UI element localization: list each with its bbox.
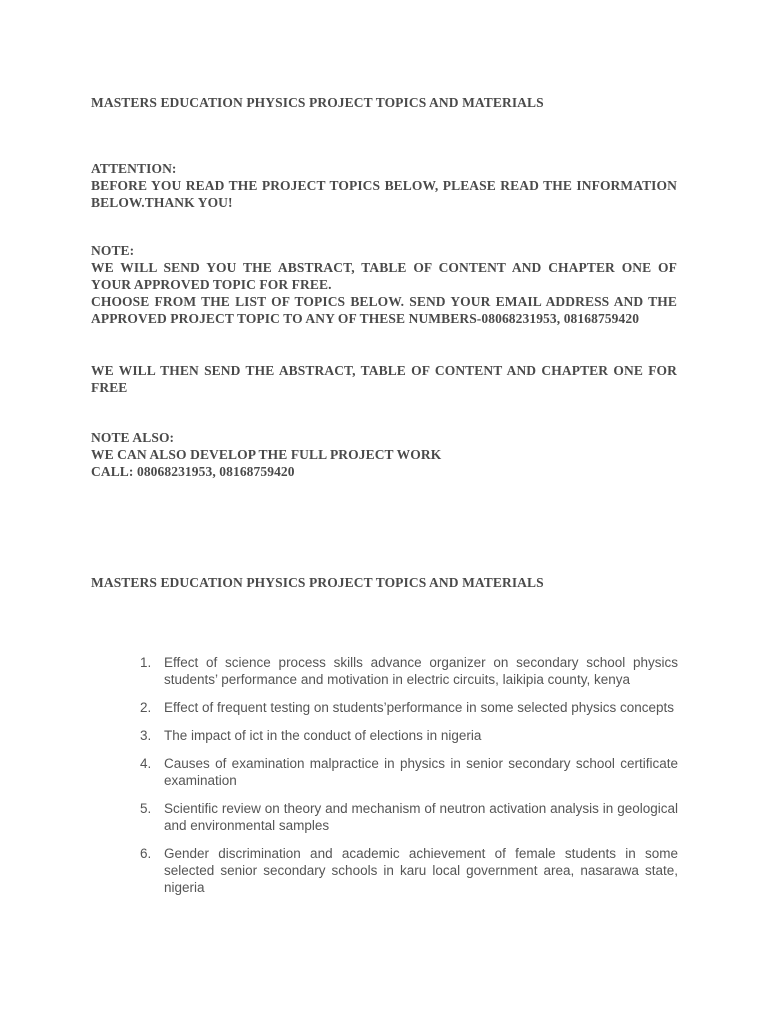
attention-label: ATTENTION:	[91, 161, 177, 176]
list-item-number: 5.	[140, 801, 152, 816]
list-item-number: 3.	[140, 728, 152, 743]
list-item-text: The impact of ict in the conduct of elections in nigeria	[164, 728, 482, 743]
list-item-number: 6.	[140, 846, 152, 861]
list-item-number: 2.	[140, 700, 152, 715]
document-title: MASTERS EDUCATION PHYSICS PROJECT TOPICS AND MATERIALS	[91, 95, 544, 110]
list-item	[0, 845, 768, 896]
note-line-3: WE WILL THEN SEND THE ABSTRACT, TABLE OF CONTENT AND CHAPTER ONE FOR FREE	[91, 363, 677, 395]
list-item	[0, 699, 768, 716]
list-item-number: 4.	[140, 756, 152, 771]
list-item	[0, 727, 768, 744]
attention-text: BEFORE YOU READ THE PROJECT TOPICS BELOW, PLEASE READ THE INFORMATION BELOW.THANK YOU!	[91, 178, 677, 210]
topics-list	[0, 654, 768, 907]
list-item-text: Effect of frequent testing on students’performance in some selected physics concepts	[164, 700, 675, 715]
list-heading: MASTERS EDUCATION PHYSICS PROJECT TOPICS AND MATERIALS	[91, 575, 544, 590]
note-label: NOTE:	[91, 243, 135, 258]
note-also-line-1: WE CAN ALSO DEVELOP THE FULL PROJECT WORK	[91, 447, 442, 462]
list-item	[0, 755, 768, 789]
attention-section	[91, 160, 677, 211]
note-also-line-2: CALL: 08068231953, 08168759420	[91, 464, 295, 479]
list-item	[0, 800, 768, 834]
list-item	[0, 654, 768, 688]
list-item-text: Gender discrimination and academic achievement of female students in some selected senior secondary schools in karu local government area, nasarawa state, nigeria	[164, 846, 678, 895]
list-item-text: Effect of science process skills advance organizer on secondary school physics students’ performance and motivation in electric circuits, laikipia county, kenya	[164, 655, 678, 687]
note-also-section	[91, 429, 677, 480]
note-line-2: CHOOSE FROM THE LIST OF TOPICS BELOW. SEND YOUR EMAIL ADDRESS AND THE APPROVED PROJECT TOPIC TO ANY OF THESE NUMBERS-08068231953, 08168759420	[91, 294, 677, 326]
list-item-number: 1.	[140, 655, 152, 670]
note-section	[91, 242, 677, 327]
list-item-text: Causes of examination malpractice in physics in senior secondary school certificate examination	[164, 756, 678, 788]
note-also-label: NOTE ALSO:	[91, 430, 175, 445]
note-line-1: WE WILL SEND YOU THE ABSTRACT, TABLE OF CONTENT AND CHAPTER ONE OF YOUR APPROVED TOPIC FOR FREE.	[91, 260, 677, 292]
list-item-text: Scientific review on theory and mechanism of neutron activation analysis in geological and environmental samples	[164, 801, 678, 833]
